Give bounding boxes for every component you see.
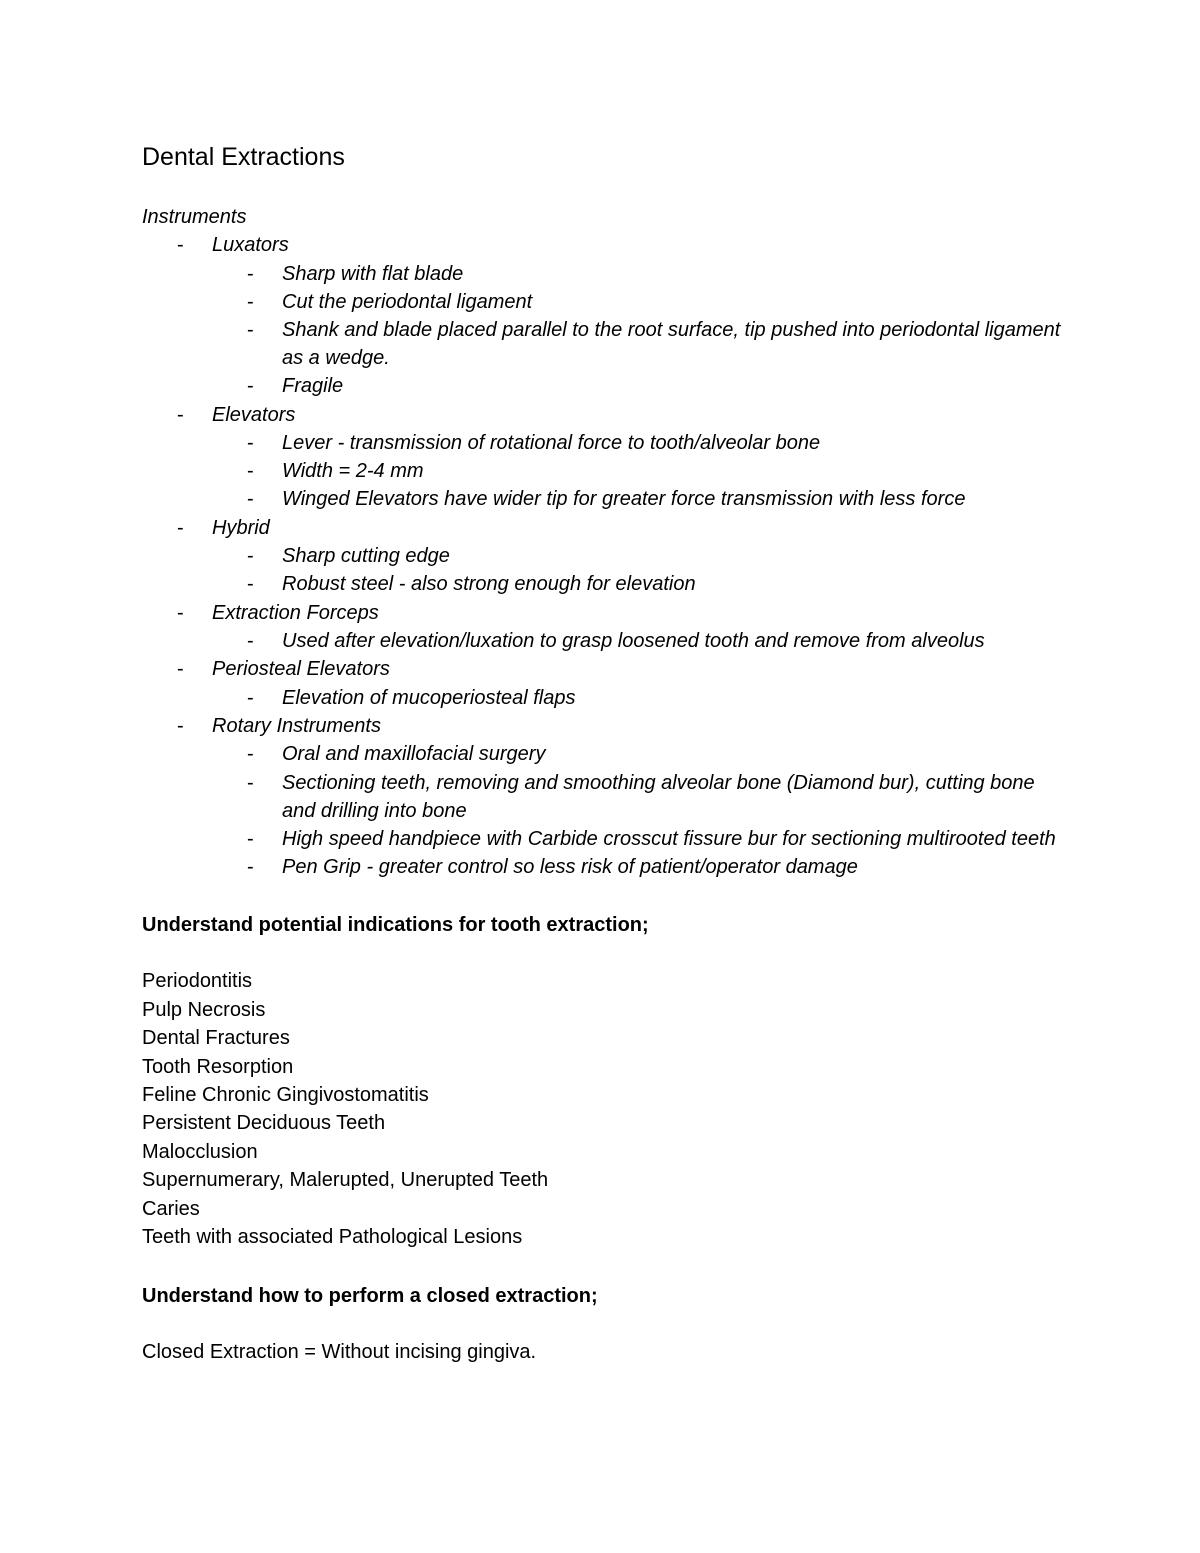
instrument-points: [212, 627, 1062, 655]
instrument-item: [142, 712, 1062, 882]
instrument-point: - Used after elevation/luxation to grasp loosened tooth and remove from alveolus: [212, 627, 1062, 655]
instrument-name: - Rotary Instruments: [212, 714, 381, 737]
indication-item: Feline Chronic Gingivostomatitis: [142, 1084, 429, 1107]
instrument-item: [142, 655, 1062, 712]
instrument-point: - Shank and blade placed parallel to the root surface, tip pushed into periodontal ligament as a wedge.: [212, 316, 1062, 372]
closed-extraction-heading: Understand how to perform a closed extraction;: [142, 1284, 598, 1307]
instrument-item: [142, 599, 1062, 656]
instrument-point: - Cut the periodontal ligament: [212, 288, 1062, 316]
instruments-list: [142, 231, 1062, 881]
instrument-point: - Pen Grip - greater control so less risk of patient/operator damage: [212, 853, 1062, 881]
instrument-name: - Extraction Forceps: [212, 601, 379, 624]
instrument-points: [212, 740, 1062, 881]
instrument-point: - Width = 2-4 mm: [212, 457, 1062, 485]
instrument-points: [212, 684, 1062, 712]
instrument-point: - Winged Elevators have wider tip for greater force transmission with less force: [212, 485, 1062, 513]
indications-list: [142, 967, 1062, 1251]
instrument-point: - Sharp cutting edge: [212, 542, 1062, 570]
instrument-point: - High speed handpiece with Carbide crosscut fissure bur for sectioning multirooted teeth: [212, 825, 1062, 853]
indication-item: Periodontitis: [142, 970, 253, 993]
instrument-item: [142, 514, 1062, 599]
indication-item: Supernumerary, Malerupted, Unerupted Teeth: [142, 1169, 549, 1192]
instrument-name: - Luxators: [212, 234, 289, 256]
indications-heading: Understand potential indications for tooth extraction;: [142, 914, 649, 937]
instrument-point: - Elevation of mucoperiosteal flaps: [212, 684, 1062, 712]
instrument-points: [212, 260, 1062, 401]
instrument-points: [212, 542, 1062, 598]
instrument-name: - Periosteal Elevators: [212, 658, 390, 681]
instrument-point: - Lever - transmission of rotational force to tooth/alveolar bone: [212, 429, 1062, 457]
closed-extraction-definition: Closed Extraction = Without incising gingiva.: [142, 1340, 537, 1363]
instrument-point: - Oral and maxillofacial surgery: [212, 740, 1062, 768]
document-body: [142, 141, 1062, 1366]
indication-item: Persistent Deciduous Teeth: [142, 1112, 386, 1135]
indication-item: Malocclusion: [142, 1140, 258, 1163]
indication-item: Tooth Resorption: [142, 1055, 294, 1078]
instruments-label: Instruments: [142, 206, 247, 228]
instrument-point: - Fragile: [212, 372, 1062, 400]
instrument-item: [142, 401, 1062, 514]
indication-item: Dental Fractures: [142, 1027, 290, 1050]
indication-item: Pulp Necrosis: [142, 998, 266, 1021]
instrument-points: [212, 429, 1062, 514]
instrument-item: [142, 231, 1062, 401]
instrument-point: - Sectioning teeth, removing and smoothing alveolar bone (Diamond bur), cutting bone and drilling into bone: [212, 769, 1062, 825]
indication-item: Caries: [142, 1197, 200, 1220]
instrument-name: - Hybrid: [212, 516, 270, 539]
indication-item: Teeth with associated Pathological Lesions: [142, 1226, 523, 1249]
instrument-point: - Sharp with flat blade: [212, 260, 1062, 288]
instrument-point: - Robust steel - also strong enough for elevation: [212, 570, 1062, 598]
instrument-name: - Elevators: [212, 403, 296, 426]
page-title: Dental Extractions: [142, 143, 345, 171]
